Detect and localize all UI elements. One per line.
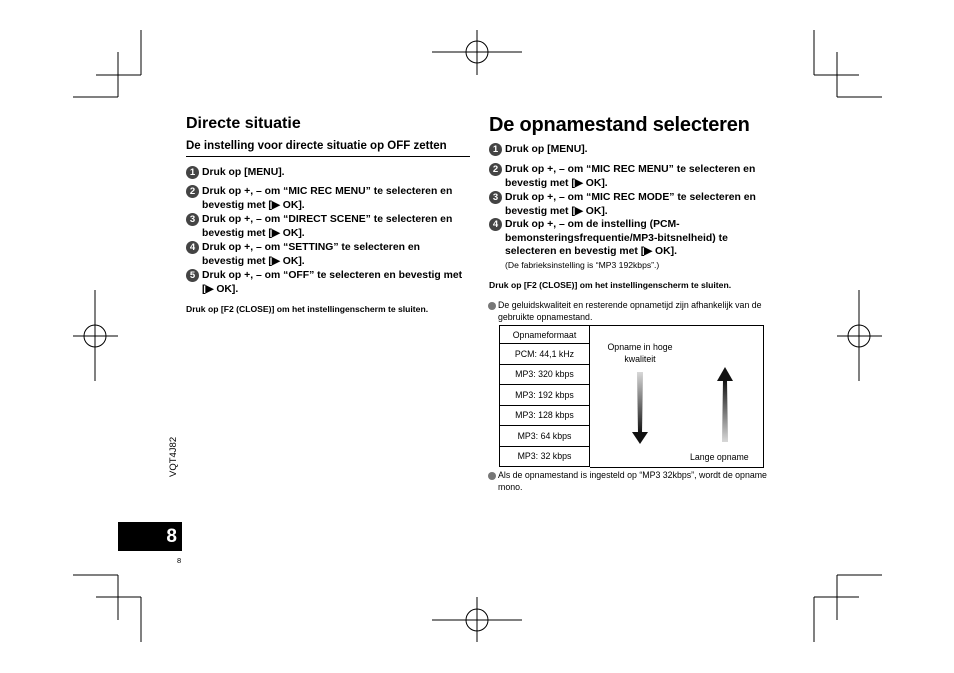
- step-number-badge: 2: [186, 185, 199, 198]
- page-number-tab: 8: [118, 522, 182, 551]
- bullet-text: Als de opnamestand is ingesteld op “MP3 32kbps”, wordt de opname mono.: [498, 470, 767, 492]
- step-text: Druk op +, – om “MIC REC MENU” te selecteren en bevestig met [▶ OK].: [202, 186, 453, 211]
- left-step-1: [186, 166, 472, 180]
- subheading: De instelling voor directe situatie op OFF zetten: [186, 140, 470, 157]
- step-number-badge: 4: [186, 241, 199, 254]
- step-text: Druk op +, – om “MIC REC MENU” te selecteren en bevestig met [▶ OK].: [505, 164, 756, 189]
- bullet-icon: [488, 472, 496, 480]
- step-text: Druk op +, – om “SETTING” te selecteren en bevestig met [▶ OK].: [202, 242, 420, 267]
- table-row: PCM: 44,1 kHz: [500, 344, 590, 365]
- bullet-icon: [488, 302, 496, 310]
- document-code: VQT4J82: [168, 436, 179, 477]
- factory-default-note: (De fabrieksinstelling is “MP3 192kbps”.): [505, 259, 660, 270]
- right-step-2: [489, 163, 774, 190]
- left-step-3: [186, 213, 472, 240]
- left-step-5: [186, 269, 472, 296]
- quality-arrows: [620, 360, 740, 450]
- right-step-4: [489, 218, 774, 272]
- right-step-3: [489, 191, 774, 218]
- table-row: MP3: 128 kbps: [500, 405, 590, 426]
- table-header: Opnameformaat: [500, 326, 590, 344]
- bullet-note: [488, 300, 773, 323]
- step-text: Druk op [MENU].: [202, 167, 285, 178]
- step-number-badge: 4: [489, 218, 502, 231]
- recording-format-table: [499, 325, 590, 467]
- table-row: MP3: 320 kbps: [500, 364, 590, 385]
- step-text: Druk op +, – om “MIC REC MODE” te selecteren en bevestig met [▶ OK].: [505, 192, 756, 217]
- left-step-2: [186, 185, 472, 212]
- step-number-badge: 2: [489, 163, 502, 176]
- step-text: Druk op +, – om “DIRECT SCENE” te selecteren en bevestig met [▶ OK].: [202, 214, 453, 239]
- close-note: Druk op [F2 (CLOSE)] om het instellingenscherm te sluiten.: [489, 280, 732, 290]
- left-step-4: [186, 241, 456, 268]
- section-heading: Directe situatie: [186, 115, 301, 132]
- long-recording-label: Lange opname: [690, 452, 749, 462]
- page-title: De opnamestand selecteren: [489, 114, 750, 136]
- step-number-badge: 1: [186, 166, 199, 179]
- bullet-note: [488, 470, 773, 493]
- right-step-1: [489, 143, 774, 157]
- high-quality-label: Opname in hoge kwaliteit: [607, 342, 673, 364]
- step-text: Druk op +, – om de instelling (PCM-bemonsteringsfrequentie/MP3-bitsnelheid) te selecteren en bevestig met [▶ OK].: [505, 219, 728, 257]
- table-row: MP3: 64 kbps: [500, 426, 590, 447]
- step-number-badge: 1: [489, 143, 502, 156]
- arrow-up-icon: [717, 367, 733, 442]
- step-text: Druk op +, – om “OFF” te selecteren en bevestig met [▶ OK].: [202, 270, 463, 295]
- step-number-badge: 3: [186, 213, 199, 226]
- table-row: MP3: 192 kbps: [500, 385, 590, 406]
- arrow-down-icon: [632, 372, 648, 444]
- bullet-text: De geluidskwaliteit en resterende opnametijd zijn afhankelijk van de gebruikte opnamestand.: [498, 300, 762, 322]
- step-text: Druk op [MENU].: [505, 144, 588, 155]
- step-number-badge: 5: [186, 269, 199, 282]
- table-row: MP3: 32 kbps: [500, 446, 590, 467]
- close-note: Druk op [F2 (CLOSE)] om het instellingenscherm te sluiten.: [186, 304, 429, 314]
- step-number-badge: 3: [489, 191, 502, 204]
- page-number: 8: [177, 556, 182, 565]
